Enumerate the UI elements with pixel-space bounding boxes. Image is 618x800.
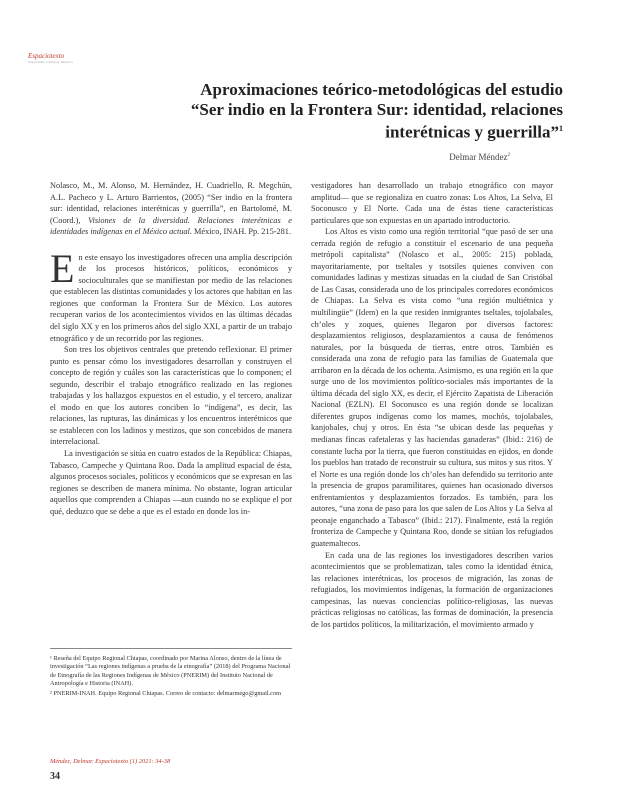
- paragraph-intro: [50, 245, 292, 344]
- author-name: [300, 152, 510, 162]
- reference-book-title: Visiones de la diversidad. Relaciones interétnicas e identidades indígenas en el México actual.: [50, 215, 292, 237]
- author-name-text: Delmar Méndez: [449, 152, 508, 162]
- title-line-2: “Ser indio en la Frontera Sur: identidad, relaciones: [190, 99, 563, 119]
- logo-subtext: Tapachula Chiapas México: [28, 60, 74, 64]
- reference-authors: Nolasco, M., M. Alonso, M. Hernández, H. Cuadriello, R. Megchún, A.L. Pacheco y L. Arturo Barrientos, (2005) “Ser indio en la frontera sur: identidad, relaciones interétnicas y guerrilla”, en Bartolomé, M. (Coord.),: [50, 181, 292, 225]
- page-number: 34: [50, 771, 60, 782]
- article-title: [95, 80, 563, 142]
- paragraph-objectives: Son tres los objetivos centrales que pretendo reflexionar. El primer punto es pensar cómo los investigadores desarrollan y construyen el concepto de región y cuáles son las características que lo componen; el segundo, describir el trabajo etnográfico realizado en las regiones trabajadas y los hallazgos expuestos en el estudio, y el tercero, analizar el modo en que los autores conciben lo “indígena”, es decir, las relaciones, las rupturas, las dinámicas y los encuentros interétnicos que se establecen con los ladinos y mestizos, que son concebidos de manera interrelacional.: [50, 345, 292, 447]
- footnote-divider: [50, 648, 292, 649]
- title-footnote-mark: 1: [559, 124, 563, 133]
- logo-text: Espaciotexto: [28, 52, 65, 60]
- footnotes: [50, 648, 292, 700]
- right-column: [311, 180, 553, 630]
- page-citation: Méndez, Delmar. Espaciotexto (1) 2021: 34-38: [50, 758, 171, 765]
- paragraph-intro-text: n este ensayo los investigadores ofrecen una amplia descripción de los procesos históricos, políticos, económicos y socioculturales que se manifiestan por medio de las relaciones que establecen las distintas comunidades y los actores que habitan en las regiones que conforman la Frontera Sur de México. Los autores recuperan varios de los acontecimientos vividos en las últimas décadas del siglo XX y en los primeros años del siglo XXI, a partir de un trabajo etnográfico y de un recorrido por las regiones.: [50, 252, 292, 343]
- footnote-2: ² PNERIM-INAH. Equipo Regional Chiapas. Correo de contacto: delmarmego@gmail.com: [50, 690, 282, 698]
- paragraph-research-scope: La investigación se sitúa en cuatro estados de la República: Chiapas, Tabasco, Campeche y Quintana Roo. Dada la amplitud espacial de ésta, algunos procesos sociales, políticos y económicos que se expresan en las regiones se describen de manera mínima. No obstante, logran articular aquellos que comprenden a Chiapas —aun cuando no se explique el por qué, deduzco que se debe a que es el estado en donde los in-: [50, 449, 292, 516]
- reference-publisher: México, INAH. Pp. 215-281.: [191, 227, 292, 237]
- title-line-3: interétnicas y guerrilla”: [385, 122, 559, 142]
- left-column: [50, 180, 292, 517]
- paragraph-altos-selva: Los Altos es visto como una región territorial “que pasó de ser una cerrada región de refugio a constituir el escenario de una pequeña metrópoli capitalista” (Nolasco et al., 2005: 215) poblada, mayoritariamente, por tseltales y tsotsiles quienes conviven con comunidades ladinas y mestizas situadas en la ciudad de San Cristóbal de Las Casas, considerada uno de los principales corredores económicos de Chiapas. La Selva es vista como “una región multiétnica y multilingüe” (Idem) en la que residen inmigrantes tseltales, tojolabales, ch’oles y zoques, quienes llegaron por diversos factores: desplazamientos religiosos, desplazamientos a causa de fenómenos naturales, por la búsqueda de tierras, entre otros. También es considerada una zona de refugio para las familias de Guatemala que arribaron en la década de los ochenta. Asimismo, es una región en la que surge uno de los movimientos político-sociales más importantes de la última década del siglo XX, es decir, el Ejército Zapatista de Liberación Nacional (EZLN). El Soconusco es una región donde se localizan diferentes grupos indígenas como los mames, mochós, tojolabales, kanjobales, chuj y otros. En ésta “se ubican desde las pequeñas y medianas fincas cafetaleras y las haciendas ganaderas” (Ibid.: 216) de constante lucha por la tierra, que fueron constituidas en ejidos, en donde los pueblos han tratado de reconstruir su cultura, sus mitos y sus ritos. Y el Norte es una región donde los ch’oles han defendido su territorio ante la presencia de grupos paramilitares, quienes han ocasionado diversos enfrentamientos y desplazamientos forzados. Es también, para los autores, “una zona de paso para los que salen de Los Altos y La Selva al peonaje enganchado a Tabasco” (Ibid.: 217). Finalmente, está la región fronteriza de Campeche y Quintana Roo, donde se sitúan los refugiados guatemaltecos.: [311, 227, 553, 548]
- author-footnote-mark: 2: [507, 153, 510, 158]
- journal-logo: [28, 52, 98, 66]
- footnote-1: ¹ Reseña del Equipo Regional Chiapas, coordinado por Marina Alonso, dentro de la línea de investigación “Las regiones indígenas a prueba de la etnografía” (2018) del Programa Nacional de Etnografía de las Regiones Indígenas de México (PNERIM) del Instituto Nacional de Antropología e Historia (INAH).: [50, 655, 291, 687]
- title-line-1: Aproximaciones teórico-metodológicas del estudio: [200, 80, 563, 99]
- paragraph-regions: vestigadores han desarrollado un trabajo etnográfico con mayor amplitud— que se regionaliza en cuatro zonas: Los Altos, La Selva, El Soconusco y El Norte. Cada una de éstas tiene características particulares que son expuestas en un apartado introductorio.: [311, 181, 553, 225]
- bibliographic-reference: [50, 180, 292, 238]
- paragraph-events: En cada una de las regiones los investigadores describen varios acontecimientos que se problematizan, tales como la identidad étnica, las relaciones interétnicas, los procesos de migración, las zonas de refugiados, los movimientos indígenas, la formación de organizaciones campesinas, las nuevas conciencias político-religiosas, las nuevas prácticas religiosas no católicas, las formas de dominación, la presencia de los partidos políticos, la militarización, el movimiento armado y: [311, 550, 553, 629]
- drop-cap: E: [50, 245, 75, 291]
